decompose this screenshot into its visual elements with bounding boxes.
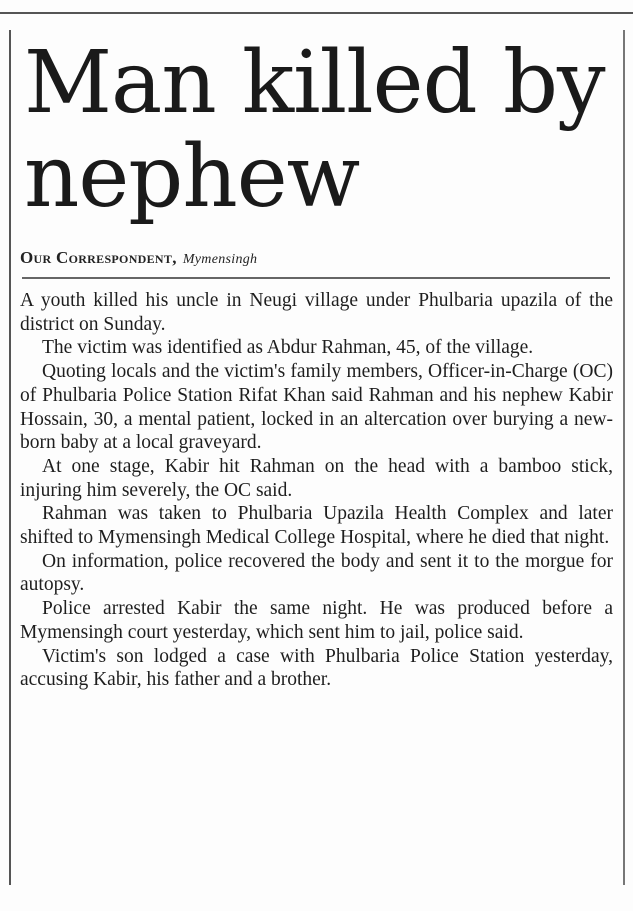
article-column: [20, 33, 613, 692]
paragraph: Police arrested Kabir the same night. He was produced before a Mymensingh court yesterday, which sent him to jail, police said.: [20, 598, 613, 643]
paragraph: The victim was identified as Abdur Rahman, 45, of the village.: [42, 337, 534, 359]
paragraph: Rahman was taken to Phulbaria Upazila Health Complex and later shifted to Mymensingh Medical College Hospital, where he died that night.: [20, 503, 613, 549]
top-rule: [0, 12, 633, 14]
paragraph: On information, police recovered the body and sent it to the morgue for autopsy.: [20, 550, 613, 596]
paragraph: A youth killed his uncle in Neugi village under Phulbaria upazila of the district on Sunday.: [20, 290, 613, 335]
byline-name: Our Correspondent,: [20, 248, 177, 267]
byline-place: Mymensingh: [182, 252, 258, 267]
left-column-rule: [9, 30, 11, 885]
paragraph: Victim's son lodged a case with Phulbaria Police Station yesterday, accusing Kabir, his father and a brother.: [20, 645, 613, 691]
headline: Man killed by nephew: [24, 33, 605, 227]
paragraph: Quoting locals and the victim's family members, Officer-in-Charge (OC) of Phulbaria Police Station Rifat Khan said Rahman and his nephew Kabir Hossain, 30, a mental patient, locked in an altercation over burying a new-born baby at a local graveyard.: [20, 361, 613, 454]
byline: [20, 248, 613, 268]
paragraph: At one stage, Kabir hit Rahman on the head with a bamboo stick, injuring him severely, the OC said.: [20, 455, 613, 501]
byline-rule: [22, 277, 610, 279]
article-body: [20, 289, 613, 692]
right-column-rule: [623, 30, 625, 885]
